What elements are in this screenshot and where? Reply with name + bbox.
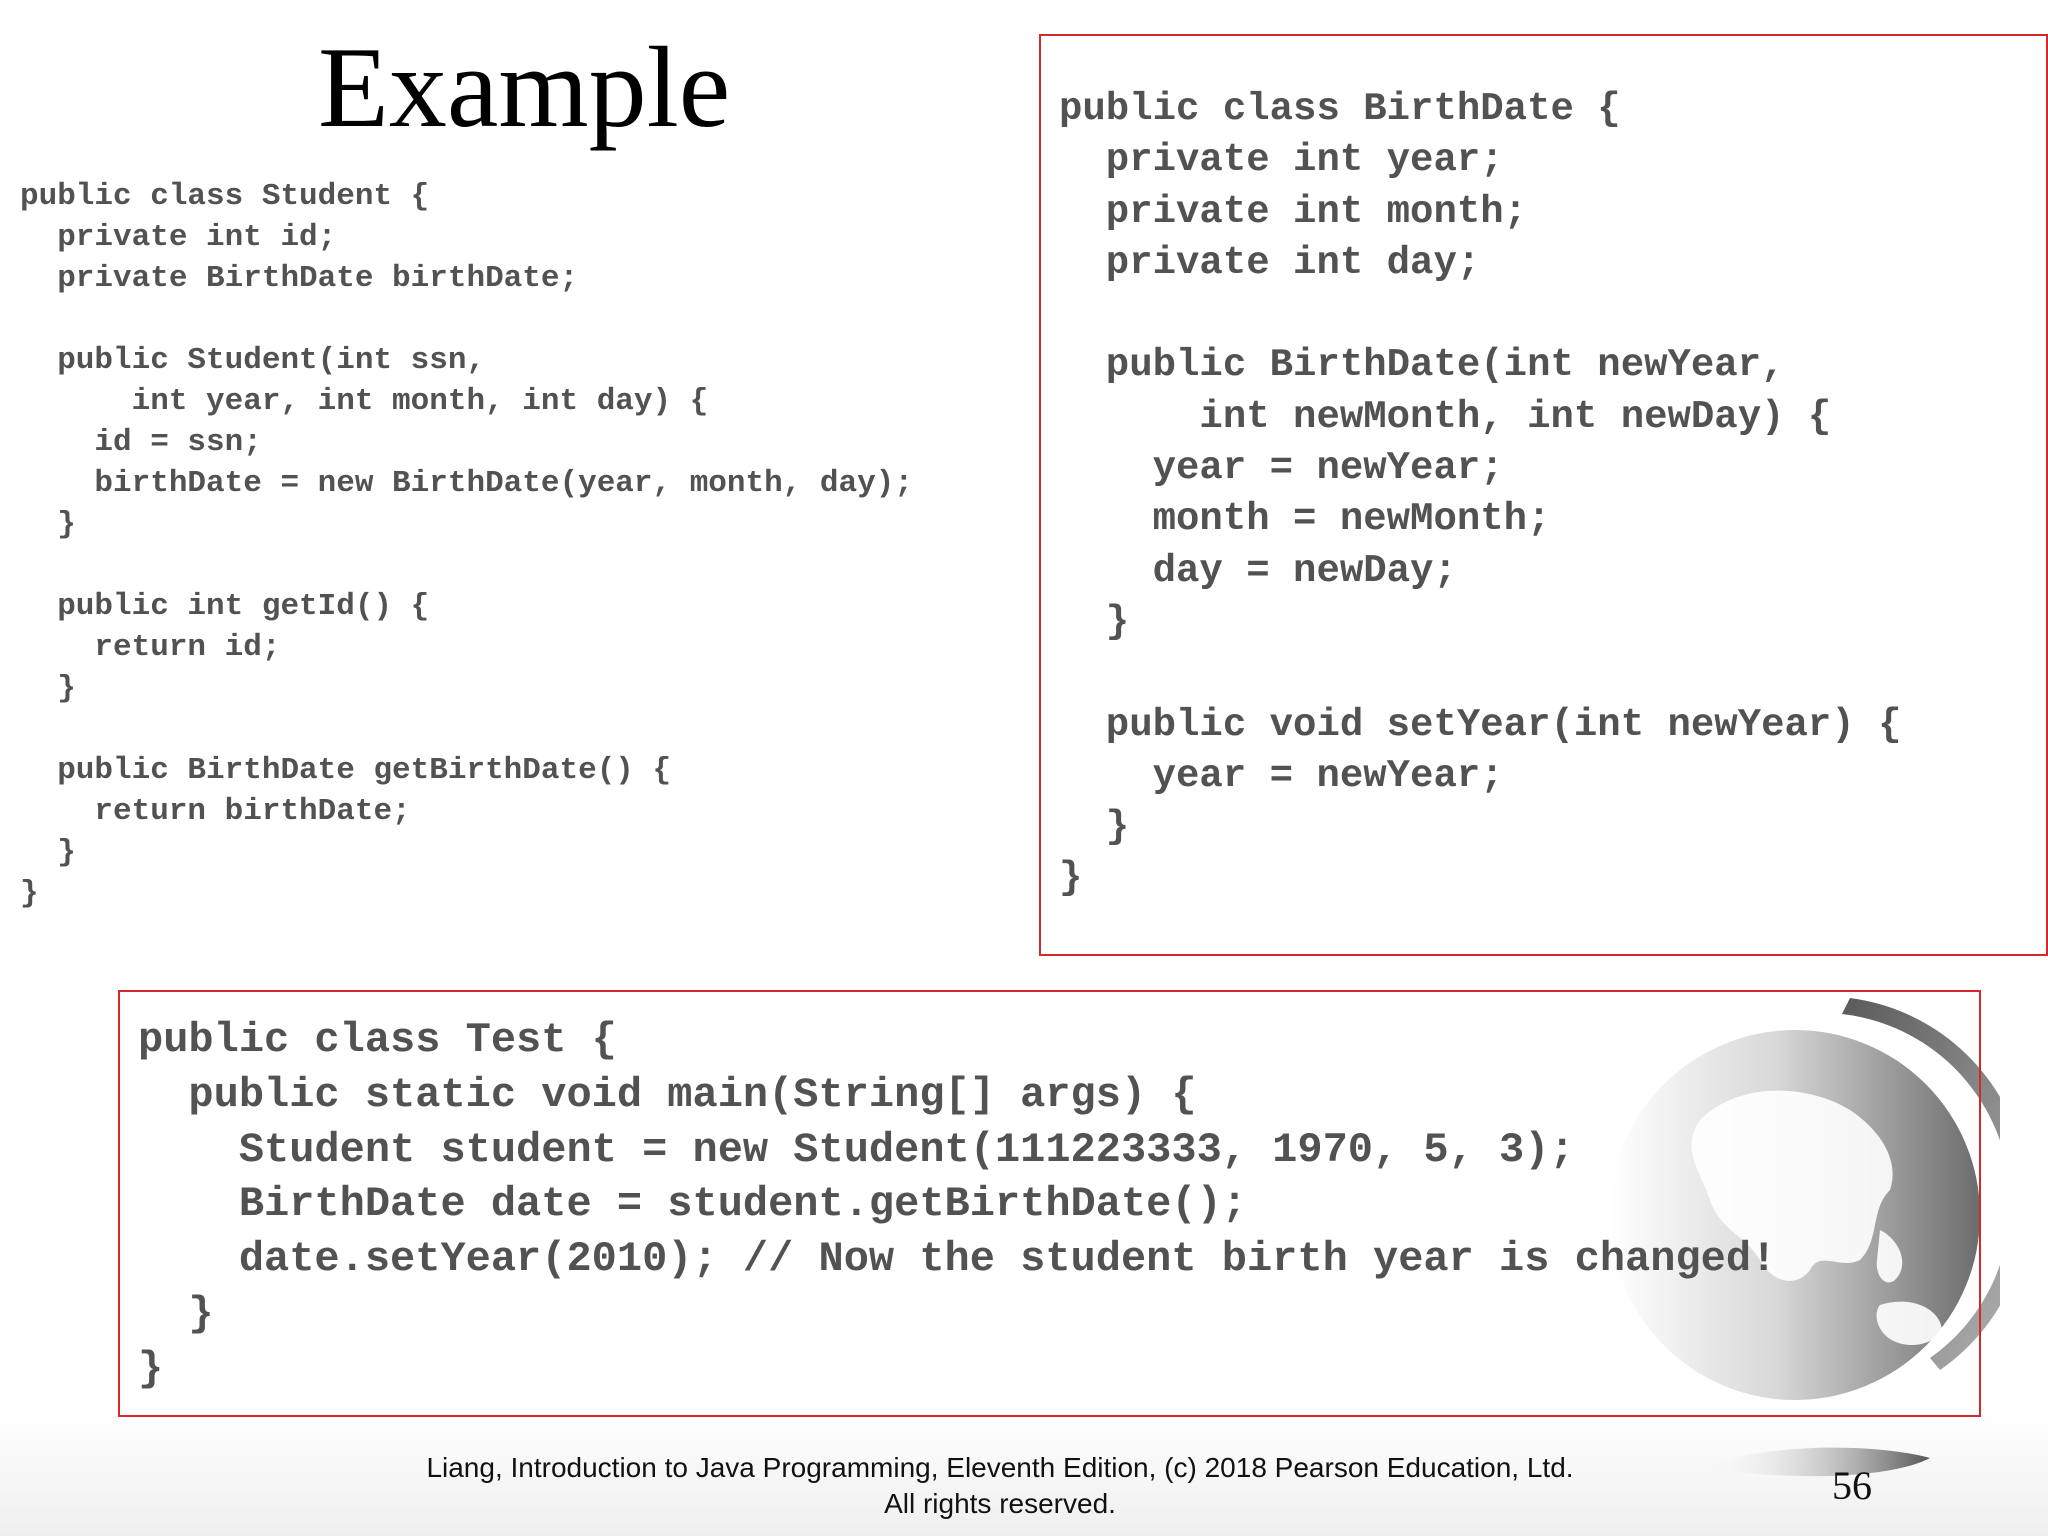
page-number: 56	[1832, 1463, 1872, 1508]
footer-rights: All rights reserved.	[884, 1488, 1116, 1519]
student-class-code: public class Student { private int id; private BirthDate birthDate; public Student(int ssn, int year, int month, int day) { id = ssn; birthDate = new BirthDate(year, month, day); } public int getId() { return id; } public BirthDate getBirthDate() { return birthDate; } }	[20, 179, 913, 911]
birthdate-class-code: public class BirthDate { private int year; private int month; private int day; public BirthDate(int newYear, int newMonth, int newDay) { year = newYear; month = newMonth; day = newDay; } public void setYear(int newYear) { year = newYear; } }	[1059, 87, 1902, 901]
slide-title: Example	[318, 24, 731, 152]
footer-citation: Liang, Introduction to Java Programming, Eleventh Edition, (c) 2018 Pearson Education, Ltd.	[426, 1452, 1574, 1483]
test-class-code: public class Test { public static void main(String[] args) { Student student = new Student(111223333, 1970, 5, 3); BirthDate date = student.getBirthDate(); date.setYear(2010); // Now the student birth year is changed! } }	[138, 1016, 1777, 1393]
